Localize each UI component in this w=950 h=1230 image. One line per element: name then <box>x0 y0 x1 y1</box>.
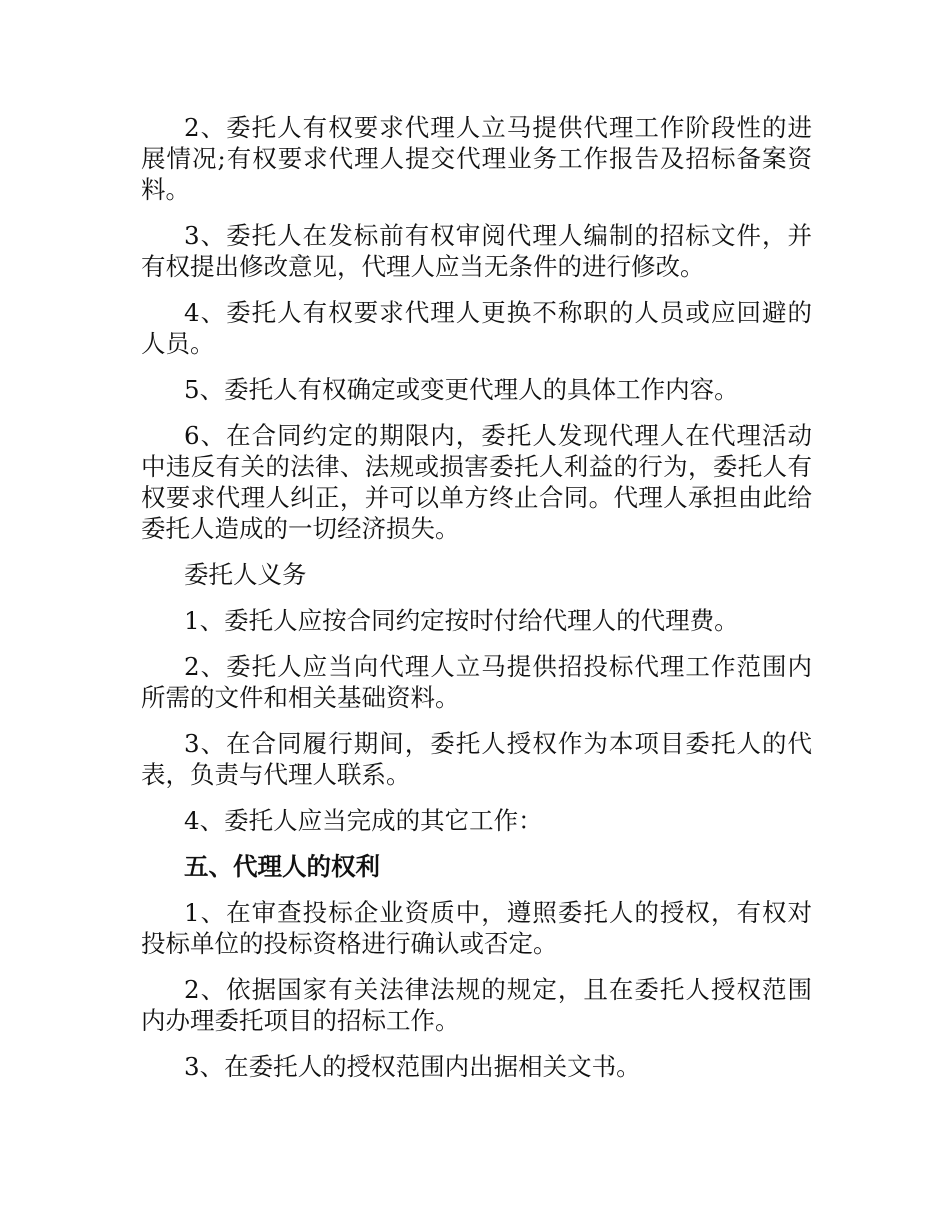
subheading-client-obligations: 委托人义务 <box>184 560 307 589</box>
paragraph-client-obligation-3: 3、在合同履行期间，委托人授权作为本项目委托人的代表，负责与代理人联系。 <box>141 729 812 789</box>
paragraph-agent-right-2: 2、依据国家有关法律法规的规定，且在委托人授权范围内办理委托项目的招标工作。 <box>141 975 812 1035</box>
paragraph-client-right-3: 3、委托人在发标前有权审阅代理人编制的招标文件，并有权提出修改意见，代理人应当无条件的进行修改。 <box>141 221 812 281</box>
paragraph-agent-right-3: 3、在委托人的授权范围内出据相关文书。 <box>184 1052 641 1081</box>
paragraph-agent-right-1: 1、在审查投标企业资质中，遵照委托人的授权，有权对投标单位的投标资格进行确认或否定。 <box>141 898 812 958</box>
paragraph-client-right-4: 4、委托人有权要求代理人更换不称职的人员或应回避的人员。 <box>141 298 812 358</box>
paragraph-client-right-5: 5、委托人有权确定或变更代理人的具体工作内容。 <box>184 375 739 404</box>
paragraph-client-obligation-4: 4、委托人应当完成的其它工作： <box>184 806 543 835</box>
section-heading-agent-rights: 五、代理人的权利 <box>184 852 380 881</box>
paragraph-client-right-2: 2、委托人有权要求代理人立马提供代理工作阶段性的进展情况;有权要求代理人提交代理业务工作报告及招标备案资料。 <box>141 113 812 204</box>
paragraph-client-obligation-2: 2、委托人应当向代理人立马提供招投标代理工作范围内所需的文件和相关基础资料。 <box>141 652 812 712</box>
paragraph-client-obligation-1: 1、委托人应按合同约定按时付给代理人的代理费。 <box>184 606 739 635</box>
paragraph-client-right-6: 6、在合同约定的期限内，委托人发现代理人在代理活动中违反有关的法律、法规或损害委托人利益的行为，委托人有权要求代理人纠正，并可以单方终止合同。代理人承担由此给委托人造成的一切经济损失。 <box>141 421 812 543</box>
